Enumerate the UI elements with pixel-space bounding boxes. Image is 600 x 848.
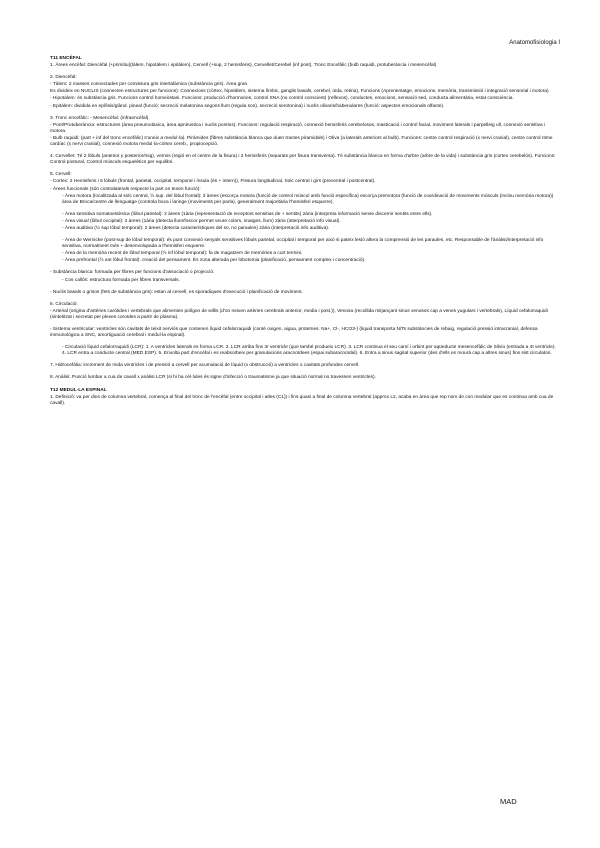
paragraph: 1. Àrees encèfal: Diencèfal (+primitiu)(tàlem, hipotàlem i epitàlem), Cervell (+sup, 2 hemisferis), Cervellet/Cerebel (inf post), Tronc Encefàlic (bulb raquidi, protuberància i mesencèfal) (50, 63, 437, 69)
paragraph: - Circulació líquid cefalorraquidi (LCR): 1. A ventricles laterals es forma LCR. 2. LCR arriba fins 3r ventricle (que també produeix LCR). 3. LCR continua el seu camí i orbint per aqüeducte mesencefàlic de Silvio (entrada a 4t ventricle). 4. LCR entra a conducte central (MED ESP). 5. Envolta part d'encèfal i es reabsorbeix per granulacions aracnoïdees (espai subaracnoïdal). 6. Entra a sinus sagital superior (des d'ells es mourà cap a altres sinus) fins sist circulatori. (62, 345, 556, 357)
paragraph: - Arterial (origina d'artèries caròtides i vertebrals que alimenten polígon de willis (d'on neixen artèries cerebrals anterior, media i post.)), Venosa (recollida mitjançant sinus venosos cap a venes yugulars i vertebrals), Líquid cefalorraquidi (sintetitzat i secretat per plexes coroïdes a partir de plasma). (50, 308, 548, 320)
paragraph: - Bulb raquidi: (part + inf del tronc encefàlic) s'uneix a medul·la). Piràmides (fibres substància blanca que duen tractes piramidals) i Oliva (a laterals anteriors al bulb). Funcions: centre control respiració (x nervi cranial), centre control ritme cardíac (x nervi cranial), connexió motora medul·la-còrtex cereb., propiocepció. (50, 135, 553, 148)
paragraph: 8. Anàlisi: Punció lumbar a cua de cavall x anàlisi LCR (si hi ha cèl·lules és signe d'infecció o traumatisme ja que situació normal no travessen ventricles). (50, 375, 376, 381)
page-footer: MAD (500, 797, 517, 806)
paragraph: - Hipotàlem: és substància gris. Funcions control homeòstasi. Funcions: producció d'hormones, control SNA (no control conscient) (reflexos), conductes, emocions, sensació sed, conducta alimentària, estat consciència. (50, 96, 514, 102)
paragraph: 1. Definició: va per dins de columna vertebral, comença al final del tronc de l'encèfal (entre occipital i atles (C1)) i fins quasi a final de columna vertebral (approx L2, acaba en àrea que rep nom de con medular que es continua amb cua de cavall). (50, 394, 554, 406)
paragraph: - Cortex: 2 Hemisferis i 5 lòbuls (frontal, parietal, occipital, temporal i ínsula (és + intern)), Fissura longitudinal, Solc central i girs (precentral i postcentral). (50, 179, 376, 185)
paragraph: - Àrea motora (localitzada al solc central, ½ sup. del lòbul frontal): 3 àrees (escorça motora (funció de control múscul amb funció específica) escorça premotora (funció de coordinació de moviments músculs (inclou memòria motora)) àrea de Broca/centre de llenguatge (controla boca i laringe (moviments per parla), generalment majoritària l'hemisferi esquerre). (62, 193, 554, 205)
paragraph: - Epitàlem: dividida en epífisis/glànd. pineal (funció: secreció melatonina segons llum (regula son), secreció serotonina) i nuclis olivaris/habenulares (funció: aspectes emocionals olfacte). (50, 103, 445, 109)
paragraph: - Nuclis basals o grisos (fets de substància gris): estan al cervell, es sporadiques d'execució i planificació de moviment. (50, 289, 303, 295)
paragraph: - Àrea prefrontal (½ ant lòbul frontal): creació del pensament. És zona alterada per lobotomia (planificació, pensament complex i concentració). (62, 258, 366, 264)
paragraph: 5. Cervell: (50, 172, 72, 178)
paragraph: 7. Hidrocefàlia: increment de mida ventricles i de pressió a cervell per acumulació de líquid (x obstrucció) a ventricles o cavitats profundes cervell. (50, 363, 360, 369)
paragraph: - Àrea sensitiva somatoestèsica (lòbul parietal): 2 àrees (1ària (representació de receptors sensitius de + sentits) 2ària (interpreta informació sense discernir sentits entre ells). (62, 211, 433, 217)
paragraph: Es divideix en NUCLIS (connecten estructures per funcions): Connexions (còrtex, hipotàlem, sistema límbic, ganglis basals, cerebel, oïda, retina), Funcions (Aprenentatge, emocions, memòria, transmissió i integració sensorial i motora) (50, 89, 549, 95)
section-heading: T11 ENCÈFAL (50, 56, 82, 61)
paragraph: - Substància blanca: formada per fibres per funcions d'associació o projecció. (50, 270, 215, 276)
page-header: Anatomofisiologia I (509, 40, 560, 46)
paragraph: 2. Diencèfal: (50, 75, 77, 81)
paragraph: - Pont/Protuberància: estructures (àrea pneumotàxica, àrea apnèustica i nuclis pontins). Funcions: regulació respiració, connexió hemisferis cerebelosos, masticació i control facial, moviment laterals i parpelleig ull, connexió sensitiva i motora. (50, 122, 546, 134)
paragraph: - Àrees funcionals (són contralaterals respecte la part on tenen funció): (50, 186, 201, 192)
paragraph: - Àrea de Wernicke (post-sup de lòbul temporal): és punt connexió senyals sensitives lòbuls parietal, occipital i temporal per això si pateix lesió altera la comprensió de les paraules, etc. Responsable de l'ànàlisi/interpretació info sensitiva, normalment més + desenvolupada a l'hemisferi esquerre. (62, 238, 544, 250)
paragraph: - Sistema ventricular: ventricles són cavitats de teixit nerviós que contenen líquid cefalorraquidi (conté oxigen, aigua, proteïnes. Na+, Cl-, HCO3-) (liquid transporta N/Ts substàncies de rebuig, regulació pressió intracranial, defensa immunològica a SNC, amortiguació cerebral i medul·la espinal). (50, 327, 538, 339)
paragraph: 6. Circulació: (50, 301, 78, 307)
paragraph: - Cos callós: estructura formada per fibres transversals. (62, 277, 180, 283)
paragraph: - Àrea visual (lòbul occipital): 2 àrees (1ària (detecta llum/foscor permet veure colors, imatges, llum) 2ària (interpretació info visual). (62, 218, 341, 224)
paragraph: - Tàlem: 2 masses connectades per comissura gris intertalàmica (substància gris). Àrea gran. (50, 82, 249, 88)
paragraph: - Àrea auditiva (½ sup lòbul temporal): 2 àrees (detecta característiques del so, no paraules) 2ària (interpretació info auditiva). (62, 225, 330, 231)
paragraph: - Àrea de la memòria recent de lòbul temporal (½ inf lòbul temporal): fa de magatzem de memòries a curt termini. (62, 251, 303, 257)
paragraph: 4. Cervellet: Té 2 lòbuls (anterior y posterior/mig), vermis (regió en el centre de la fisura) i 2 hemisferis (separats per fisura transversa). Té substància blanca en forma d'arbre (arbre de la vida) i substància gris (cortex cerebelós). Funcions: Control postural, Control músculs esquelètics per equilibri. (50, 154, 556, 166)
section-heading: T12 MEDUL·LA ESPINAL (50, 387, 107, 393)
paragraph: 3. Tronc encefàlic: - Mesencèfal: (infraencèfal). (50, 115, 150, 121)
document-body (50, 56, 556, 408)
